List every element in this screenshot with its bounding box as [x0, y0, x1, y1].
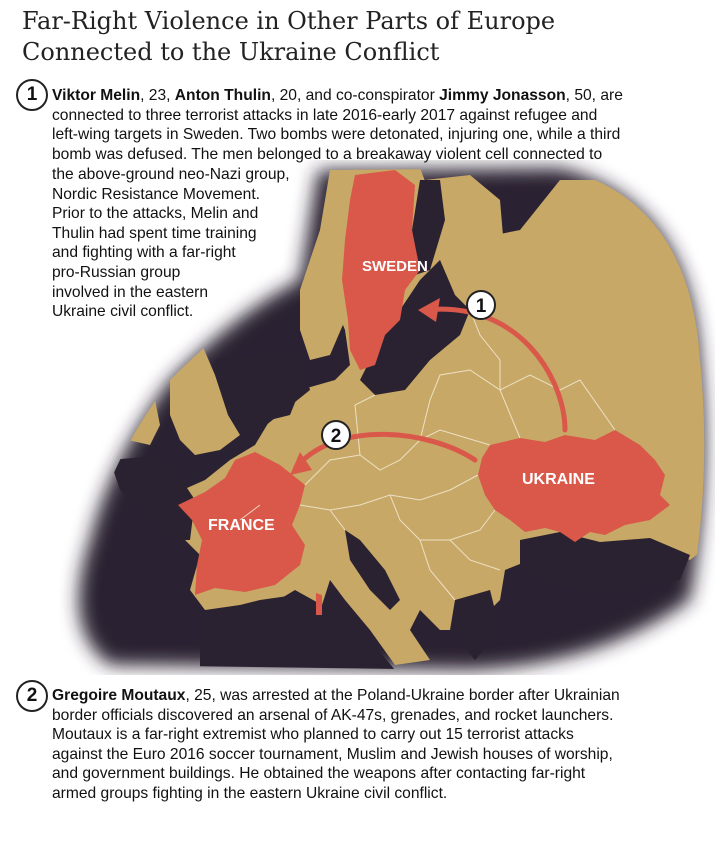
item-1-name-thulin: Anton Thulin — [174, 87, 271, 104]
item-1-paragraph-top — [52, 86, 702, 164]
item-1-line-2: connected to three terrorist attacks in late 2016-early 2017 against refugee and — [52, 106, 598, 124]
item-1-number-badge: 1 — [16, 79, 48, 111]
item-2-name-moutaux: Gregoire Moutaux — [52, 687, 186, 704]
item-2-line1-rest: , 25, was arrested at the Poland-Ukraine border after Ukrainian — [185, 687, 620, 704]
item-1-line1-rest: , 50, are — [565, 87, 623, 104]
map-badge-1-text: 1 — [475, 296, 487, 317]
item-2-paragraph — [52, 686, 702, 804]
map-badge-2-text: 2 — [330, 426, 342, 447]
item-1-paragraph-narrow — [52, 165, 322, 322]
item-1-age-melin: , 23, — [140, 87, 175, 104]
item-1-name-melin: Viktor Melin — [52, 87, 141, 104]
map-badge-2 — [322, 421, 350, 449]
title-line-1: Far-Right Violence in Other Parts of Europe — [22, 7, 556, 35]
item-1-narrow-line: the above-ground neo-Nazi group, — [52, 166, 290, 183]
item-1-age-thulin: , 20, and co-conspirator — [270, 87, 440, 104]
item-2-line: and government buildings. He obtained the weapons after contacting far-right — [52, 765, 586, 783]
item-1-narrow-line: Thulin had spent time training — [52, 224, 257, 242]
item-1-name-jonasson: Jimmy Jonasson — [439, 87, 566, 104]
item-1-line-4: bomb was defused. The men belonged to a breakaway violent cell connected to — [52, 145, 603, 163]
item-1-narrow-line: and fighting with a far-right — [52, 244, 236, 262]
title-line-2: Connected to the Ukraine Conflict — [22, 38, 440, 66]
label-ukraine: UKRAINE — [522, 471, 595, 488]
item-1-narrow-line: pro-Russian group — [52, 263, 181, 281]
item-2-line: border officials discovered an arsenal of AK-47s, grenades, and rocket launchers. — [52, 706, 614, 724]
label-sweden: SWEDEN — [362, 258, 428, 275]
item-1-narrow-line: Ukraine civil conflict. — [52, 303, 194, 321]
label-france: FRANCE — [208, 517, 275, 534]
item-2-line: Moutaux is a far-right extremist who planned to carry out 15 terrorist attacks — [52, 726, 574, 744]
item-2-line: armed groups fighting in the eastern Ukraine civil conflict. — [52, 784, 448, 802]
corsica-shape — [316, 593, 322, 615]
item-1-narrow-line: Prior to the attacks, Melin and — [52, 205, 259, 223]
item-1-narrow-line: involved in the eastern — [52, 283, 209, 301]
item-1-line-3: left-wing targets in Sweden. Two bombs were detonated, injuring one, while a third — [52, 126, 621, 144]
item-2-line: against the Euro 2016 soccer tournament, Muslim and Jewish houses of worship, — [52, 745, 613, 763]
item-1-narrow-line: Nordic Resistance Movement. — [52, 185, 260, 203]
map-badge-1 — [467, 291, 495, 319]
item-2-number-badge: 2 — [16, 680, 48, 712]
page-title — [22, 6, 555, 68]
